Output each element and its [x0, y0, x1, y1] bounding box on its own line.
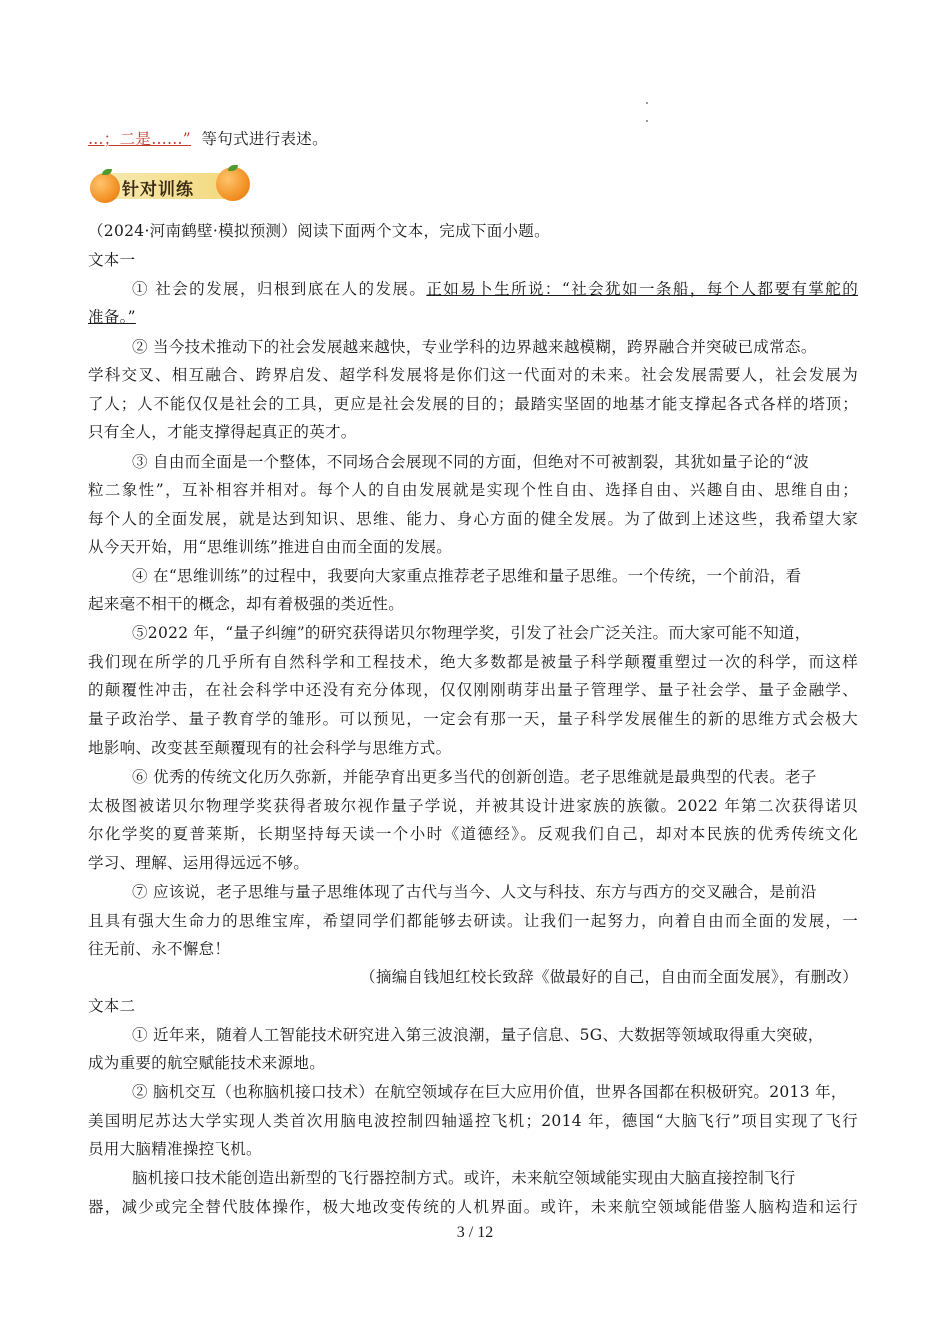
paragraph-line	[88, 307, 858, 327]
line-text: ② 脑机交互（也称脑机接口技术）在航空领域存在巨大应用价值，世界各国都在积极研究。2013 年，	[132, 1083, 847, 1101]
line-text: 且具有强大生命力的思维宝库，希望同学们都能够去研读。让我们一起努力，向着自由而全面的发展，一	[88, 912, 858, 930]
badge-label: 针对训练	[122, 180, 194, 200]
paragraph-line	[88, 1197, 858, 1217]
orange-icon	[90, 173, 120, 203]
paragraph-line	[88, 480, 858, 500]
line-text: 地影响、改变甚至颠覆现有的社会科学与思维方式。	[88, 739, 452, 757]
paragraph-line	[132, 566, 858, 586]
scan-dot	[646, 120, 648, 122]
line-text: 学科交叉、相互融合、跨界启发、超学科发展将是你们这一代面对的未来。社会发展需要人，社会发展为	[88, 366, 858, 384]
paragraph-line	[88, 394, 858, 414]
underlined-quote: 正如易卜生所说：“社会犹如一条船，每个人都要有掌舵的	[426, 280, 859, 298]
paragraph-line	[132, 1082, 858, 1102]
intro-line: …；二是……” 等句式进行表述。	[88, 130, 328, 148]
line-text: 我们现在所学的几乎所有自然科学和工程技术，绝大多数都是被量子科学颠覆重塑过一次的科学，而这样	[88, 653, 858, 671]
line-text: 尔化学奖的夏普莱斯，长期坚持每天读一个小时《道德经》。反观我们自己，却对本民族的优秀传统文化	[88, 825, 858, 843]
text2-title: 文本二	[88, 997, 136, 1015]
paragraph-line	[88, 680, 858, 700]
page-number: 3 / 12	[456, 1224, 494, 1241]
text1-source: （摘编自钱旭红校长致辞《做最好的自己，自由而全面发展》，有删改）	[360, 968, 858, 986]
paragraph-line	[88, 1139, 858, 1159]
line-text: 从今天开始，用“思维训练”推进自由而全面的发展。	[88, 538, 453, 556]
line-text: 量子政治学、量子教育学的雏形。可以预见，一定会有那一天，量子科学发展催生的新的思维方式会极大	[88, 710, 858, 728]
paragraph-line	[132, 1025, 858, 1045]
paragraph-line	[88, 1111, 858, 1131]
paragraph-line	[88, 824, 858, 844]
paragraph-line	[88, 509, 858, 529]
paragraph-line	[132, 767, 858, 787]
line-text: 学习、理解、运用得远远不够。	[88, 854, 310, 872]
highlighted-phrase: …；二是……”	[88, 130, 192, 148]
line-text: ① 社会的发展，归根到底在人的发展。	[132, 280, 427, 298]
line-text: 粒二象性”，互补相容并相对。每个人的自由发展就是实现个性自由、选择自由、兴趣自由、思维自由；	[88, 481, 858, 499]
paragraph-line	[88, 911, 858, 931]
question-prompt: （2024·河南鹤壁·模拟预测）阅读下面两个文本，完成下面小题。	[88, 222, 550, 240]
line-text: 起来毫不相干的概念，却有着极强的类近性。	[88, 595, 405, 613]
line-text: ④ 在“思维训练”的过程中，我要向大家重点推荐老子思维和量子思维。一个传统，一个前沿，看	[132, 567, 802, 585]
paragraph-line	[132, 1168, 858, 1188]
paragraph-line	[132, 452, 858, 472]
line-text: ② 当今技术推动下的社会发展越来越快，专业学科的边界越来越模糊，跨界融合并突破已成常态。	[132, 338, 817, 356]
paragraph-line	[132, 882, 858, 902]
scan-dot	[646, 102, 648, 104]
line-text: 太极图被诺贝尔物理学奖获得者玻尔视作量子学说，并被其设计进家族的族徽。2022 年第二次获得诺贝	[88, 797, 858, 815]
line-text: ⑤2022 年，“量子纠缠”的研究获得诺贝尔物理学奖，引发了社会广泛关注。而大家可能不知道，	[132, 624, 811, 642]
paragraph-line	[132, 337, 858, 357]
paragraph-line	[88, 709, 858, 729]
line-text: 了人；人不能仅仅是社会的工具，更应是社会发展的目的；最踏实坚固的地基才能支撑起各式各样的塔顶；	[88, 395, 858, 413]
line-text: ⑥ 优秀的传统文化历久弥新，并能孕育出更多当代的创新创造。老子思维就是最典型的代表。老子	[132, 768, 817, 786]
line-text: 成为重要的航空赋能技术来源地。	[88, 1054, 326, 1072]
paragraph-line	[88, 365, 858, 385]
line-text: 每个人的全面发展，就是达到知识、思维、能力、身心方面的健全发展。为了做到上述这些，我希望大家	[88, 510, 858, 528]
line-text: 往无前、永不懈怠！	[88, 940, 231, 958]
line-text: ③ 自由而全面是一个整体，不同场合会展现不同的方面，但绝对不可被割裂，其犹如量子论的“波	[132, 453, 810, 471]
paragraph-line	[88, 853, 858, 873]
paragraph-line	[88, 738, 858, 758]
line-text: 美国明尼苏达大学实现人类首次用脑电波控制四轴遥控飞机；2014 年，德国“大脑飞行”项目实现了飞行	[88, 1112, 858, 1130]
line-text: 器，减少或完全替代肢体操作，极大地改变传统的人机界面。或许，未来航空领域能借鉴人脑构造和运行	[88, 1198, 858, 1216]
line-text: 脑机接口技术能创造出新型的飞行器控制方式。或许，未来航空领域能实现由大脑直接控制飞行	[132, 1169, 796, 1187]
paragraph-line	[132, 623, 858, 643]
paragraph-line	[88, 1053, 858, 1073]
orange-icon	[216, 167, 250, 201]
line-text: 的颠覆性冲击，在社会科学中还没有充分体现，仅仅刚刚萌芽出量子管理学、量子社会学、量子金融学、	[88, 681, 858, 699]
underlined-quote: 准备。”	[88, 308, 136, 326]
paragraph-line	[88, 594, 858, 614]
paragraph-line	[88, 796, 858, 816]
line-text: ① 近年来，随着人工智能技术研究进入第三波浪潮，量子信息、5G、大数据等领域取得重大突破，	[132, 1026, 824, 1044]
text1-title: 文本一	[88, 251, 136, 269]
line-text: 只有全人，才能支撑得起真正的英才。	[88, 423, 357, 441]
paragraph-line	[88, 652, 858, 672]
paragraph-line	[88, 422, 858, 442]
section-badge	[88, 165, 250, 207]
paragraph-line	[88, 537, 858, 557]
line-text: ⑦ 应该说，老子思维与量子思维体现了古代与当今、人文与科技、东方与西方的交叉融合，是前沿	[132, 883, 817, 901]
paragraph-line	[88, 939, 858, 959]
line-text: 员用大脑精准操控飞机。	[88, 1140, 262, 1158]
paragraph-line	[132, 279, 858, 299]
